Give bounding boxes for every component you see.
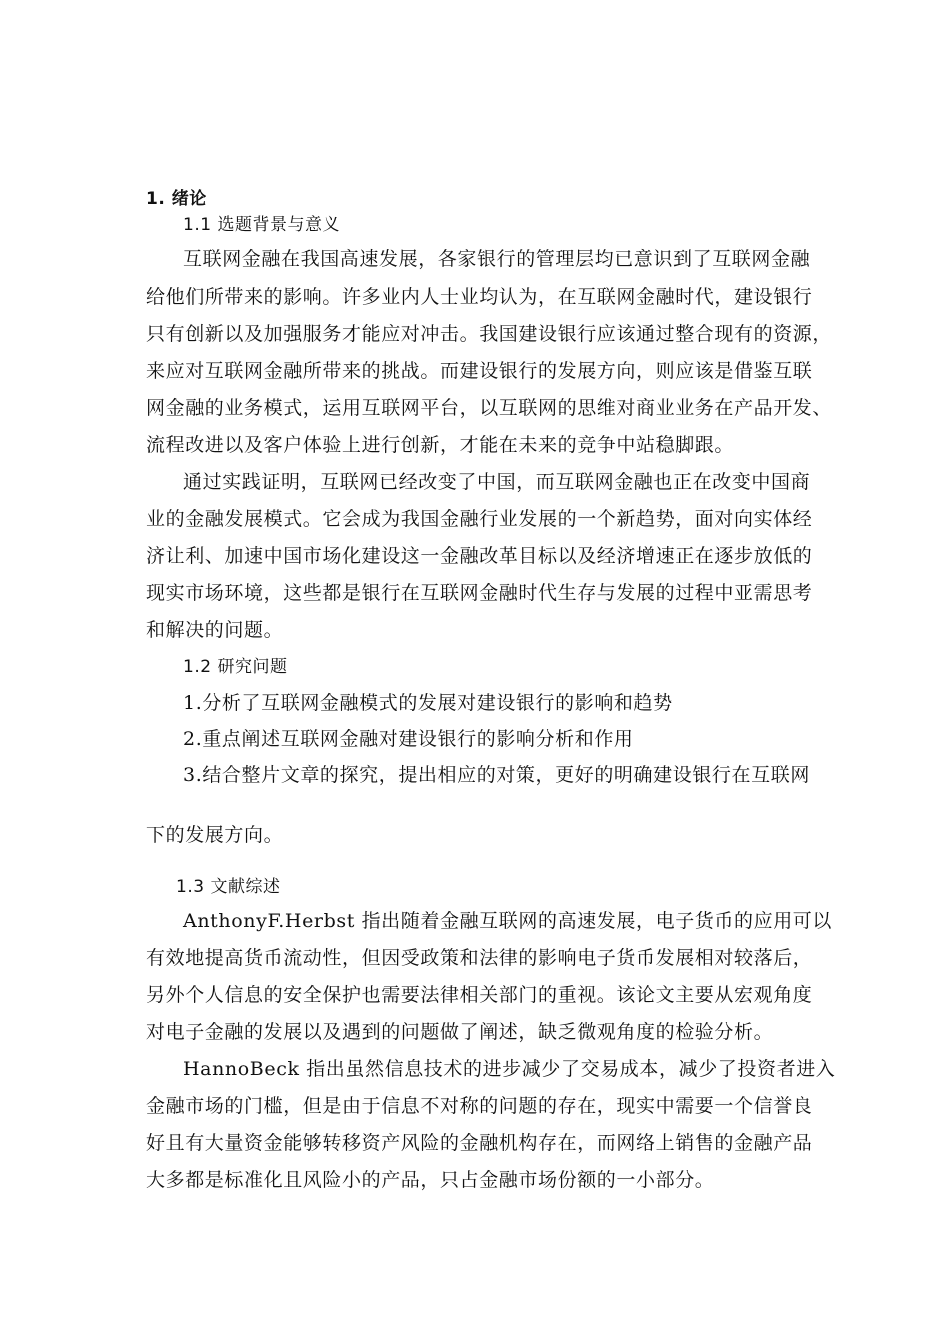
paragraph-line: AnthonyF.Herbst 指出随着金融互联网的高速发展，电子货币的应用可以 bbox=[183, 910, 832, 932]
list-item: 2.重点阐述互联网金融对建设银行的影响分析和作用 bbox=[183, 728, 634, 750]
paragraph-line: 只有创新以及加强服务才能应对冲击。我国建设银行应该通过整合现有的资源， bbox=[146, 323, 833, 345]
paragraph-line: 网金融的业务模式，运用互联网平台，以互联网的思维对商业业务在产品开发、 bbox=[146, 397, 833, 419]
paragraph-line: HannoBeck 指出虽然信息技术的进步减少了交易成本，减少了投资者进入 bbox=[183, 1058, 836, 1080]
list-item-continuation: 下的发展方向。 bbox=[146, 824, 284, 846]
paragraph-line: 和解决的问题。 bbox=[146, 619, 284, 641]
section-heading-1-3: 1.3 文献综述 bbox=[176, 877, 281, 897]
paragraph-line: 有效地提高货币流动性，但因受政策和法律的影响电子货币发展相对较落后， bbox=[146, 947, 813, 969]
paragraph-line: 互联网金融在我国高速发展，各家银行的管理层均已意识到了互联网金融 bbox=[183, 248, 811, 270]
chapter-heading: 1. 绪论 bbox=[146, 189, 207, 209]
paragraph-line: 流程改进以及客户体验上进行创新，才能在未来的竞争中站稳脚跟。 bbox=[146, 434, 735, 456]
list-item: 3.结合整片文章的探究，提出相应的对策，更好的明确建设银行在互联网 bbox=[183, 764, 810, 786]
paragraph-line: 业的金融发展模式。它会成为我国金融行业发展的一个新趋势，面对向实体经 bbox=[146, 508, 813, 530]
paragraph-line: 济让利、加速中国市场化建设这一金融改革目标以及经济增速正在逐步放低的 bbox=[146, 545, 813, 567]
paragraph-line: 金融市场的门槛，但是由于信息不对称的问题的存在，现实中需要一个信誉良 bbox=[146, 1095, 813, 1117]
paragraph-line: 好且有大量资金能够转移资产风险的金融机构存在，而网络上销售的金融产品 bbox=[146, 1132, 813, 1154]
paragraph-line: 来应对互联网金融所带来的挑战。而建设银行的发展方向，则应该是借鉴互联 bbox=[146, 360, 813, 382]
section-heading-1-1: 1.1 选题背景与意义 bbox=[183, 215, 340, 235]
paragraph-line: 大多都是标准化且风险小的产品，只占金融市场份额的一小部分。 bbox=[146, 1169, 715, 1191]
paragraph-line: 现实市场环境，这些都是银行在互联网金融时代生存与发展的过程中亚需思考 bbox=[146, 582, 813, 604]
paragraph-line: 通过实践证明，互联网已经改变了中国，而互联网金融也正在改变中国商 bbox=[183, 471, 811, 493]
section-heading-1-2: 1.2 研究问题 bbox=[183, 657, 288, 677]
list-item: 1.分析了互联网金融模式的发展对建设银行的影响和趋势 bbox=[183, 692, 673, 714]
paragraph-line: 对电子金融的发展以及遇到的问题做了阐述，缺乏微观角度的检验分析。 bbox=[146, 1021, 774, 1043]
paragraph-line: 给他们所带来的影响。许多业内人士业均认为，在互联网金融时代，建设银行 bbox=[146, 286, 813, 308]
paragraph-line: 另外个人信息的安全保护也需要法律相关部门的重视。该论文主要从宏观角度 bbox=[146, 984, 813, 1006]
